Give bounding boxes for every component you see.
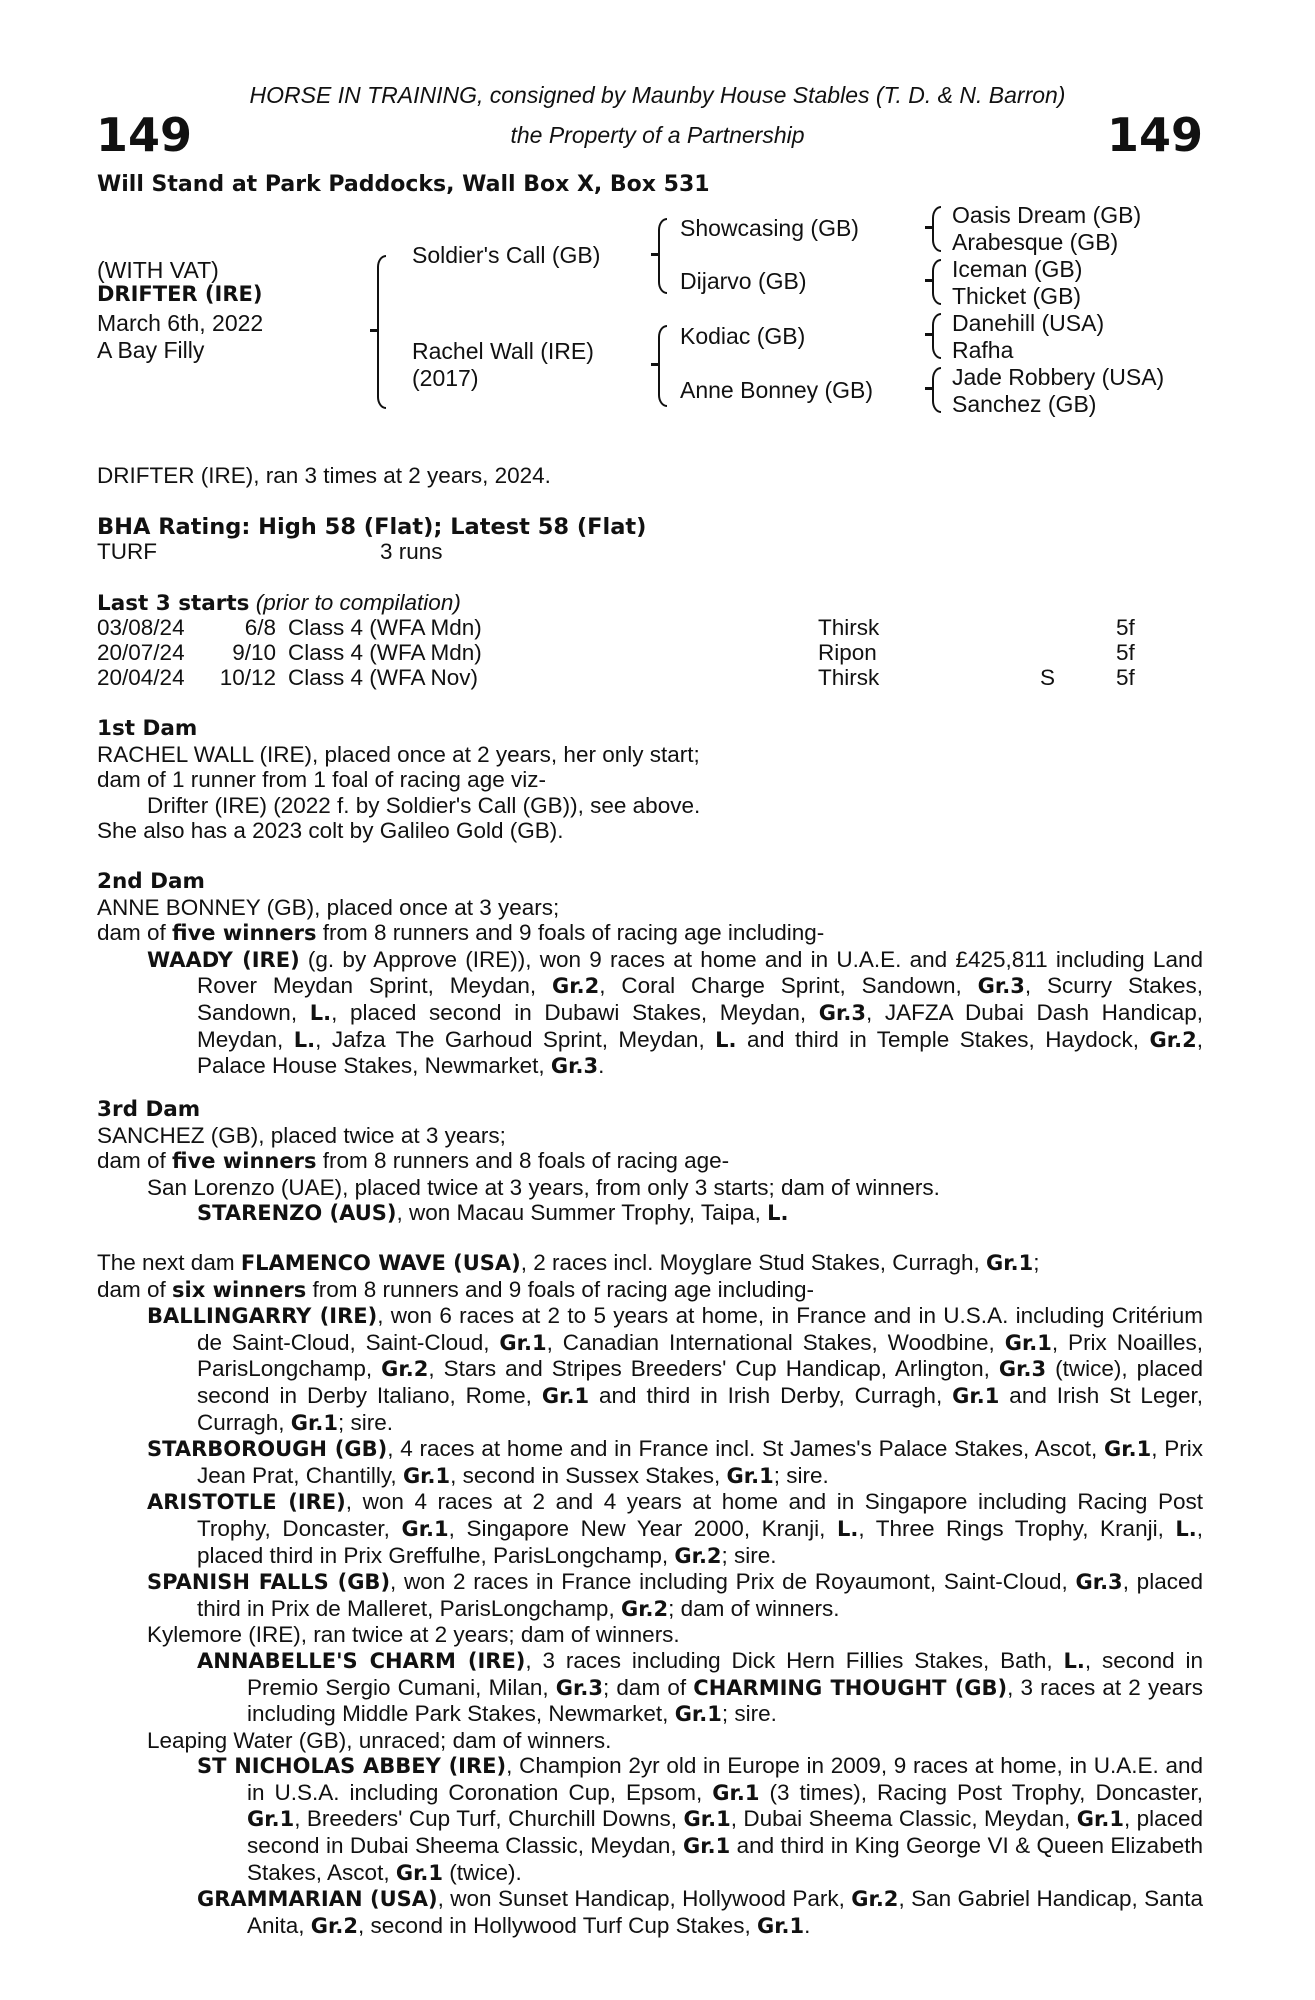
- g3-7: Jade Robbery (USA): [952, 364, 1165, 390]
- sire-sire: Showcasing (GB): [680, 215, 859, 241]
- produce-grammarian: GRAMMARIAN (USA), won Sunset Handicap, Hollywood Park, Gr.2, San Gabriel Handicap, Santa Anita, Gr.2, second in Hollywood Turf Cup Stakes, Gr.1.: [197, 1886, 1203, 1938]
- rating-surface: TURF: [97, 539, 157, 564]
- second-dam-line: dam of five winners from 8 runners and 9 foals of racing age including-: [97, 920, 825, 946]
- table-cell-course: Thirsk: [818, 665, 880, 690]
- pedigree-brace-sire: [658, 218, 667, 294]
- produce-annabelles-charm: ANNABELLE'S CHARM (IRE), 3 races including Dick Hern Fillies Stakes, Bath, L., second in Premio Sergio Cumani, Milan, Gr.3; dam of CHARMING THOUGHT (GB), 3 races at 2 years including Middle Park Stakes, Newmarket, Gr.1; sire.: [197, 1647, 1204, 1727]
- table-cell-pos: 9/10: [232, 640, 276, 665]
- second-dam-winner: WAADY (IRE) (g. by Approve (IRE)), won 9 races at home and in U.A.E. and £425,811 including Land Rover Meydan Sprint, Meydan, Gr.2, Coral Charge Sprint, Sandown, Gr.3, Scurry Stakes, Sandown, L., placed second in Dubawi Stakes, Meydan, Gr.3, JAFZA Dubai Dash Handicap, Meydan, L., Jafza The Garhoud Sprint, Meydan, L. and third in Temple Stakes, Haydock, Gr.2, Palace House Stakes, Newmarket, Gr.3.: [147, 946, 1204, 1079]
- next-dam-line: The next dam FLAMENCO WAVE (USA), 2 races incl. Moyglare Stud Stakes, Curragh, Gr.1;: [97, 1250, 1040, 1275]
- first-dam-line: RACHEL WALL (IRE), placed once at 2 years, her only start;: [97, 741, 700, 767]
- pedigree-brace-main-tip: [370, 329, 379, 332]
- third-dam-line: dam of five winners from 8 runners and 8 foals of racing age-: [97, 1148, 730, 1174]
- sire-dam: Dijarvo (GB): [680, 268, 807, 294]
- pedigree-brace-g3-3: [932, 313, 941, 359]
- table-cell-pos: 6/8: [244, 615, 276, 640]
- lot-number-right: 149: [1106, 108, 1203, 162]
- first-dam-heading: 1st Dam: [97, 716, 198, 741]
- first-dam-line: She also has a 2023 colt by Galileo Gold (GB).: [97, 818, 564, 844]
- pedigree-brace-dam-tip: [651, 363, 660, 366]
- produce-leaping-water: Leaping Water (GB), unraced; dam of winners.: [147, 1727, 612, 1753]
- third-dam-grand-produce: STARENZO (AUS), won Macau Summer Trophy, Taipa, L.: [197, 1200, 789, 1226]
- table-cell-course: Thirsk: [818, 615, 880, 640]
- pedigree-brace-g3-2-tip: [925, 279, 934, 282]
- pedigree-brace-g3-1-tip: [925, 226, 934, 229]
- table-row: 03/08/24: [97, 615, 185, 640]
- first-dam-foal: Drifter (IRE) (2022 f. by Soldier's Call (GB)), see above.: [147, 792, 701, 818]
- dam-sire: Kodiac (GB): [680, 323, 806, 349]
- table-cell-pos: 10/12: [219, 665, 276, 690]
- table-cell-race: Class 4 (WFA Nov): [288, 665, 479, 690]
- g3-3: Iceman (GB): [952, 256, 1083, 282]
- g3-2: Arabesque (GB): [952, 229, 1119, 255]
- rating-runs: 3 runs: [380, 539, 443, 564]
- pedigree-brace-dam: [658, 325, 667, 407]
- last-starts-note: (prior to compilation): [255, 590, 461, 615]
- table-row: 20/07/24: [97, 640, 185, 665]
- pedigree-brace-g3-4: [932, 367, 941, 413]
- pedigree-brace-g3-4-tip: [925, 387, 934, 390]
- dam: Rachel Wall (IRE): [412, 338, 594, 364]
- g3-4: Thicket (GB): [952, 283, 1082, 309]
- pedigree-brace-g3-1: [932, 206, 941, 252]
- pedigree-brace-g3-2: [932, 259, 941, 305]
- table-cell-race: Class 4 (WFA Mdn): [288, 640, 482, 665]
- last-starts-heading: [97, 590, 461, 616]
- second-dam-line: ANNE BONNEY (GB), placed once at 3 years;: [97, 894, 560, 920]
- table-row: 20/04/24: [97, 665, 185, 690]
- produce-spanish-falls: SPANISH FALLS (GB), won 2 races in France including Prix de Royaumont, Saint-Cloud, Gr.3, placed third in Prix de Malleret, ParisLongchamp, Gr.2; dam of winners.: [147, 1569, 1203, 1621]
- produce-ballingarry: BALLINGARRY (IRE), won 6 races at 2 to 5 years at home, in France and in U.S.A. including Critérium de Saint-Cloud, Saint-Cloud, Gr.1, Canadian International Stakes, Woodbine, Gr.1, Prix Noailles, ParisLongchamp, Gr.2, Stars and Stripes Breeders' Cup Handicap, Arlington, Gr.3 (twice), placed second in Derby Italiano, Rome, Gr.1 and third in Irish Derby, Curragh, Gr.1 and Irish St Leger, Curragh, Gr.1; sire.: [147, 1303, 1203, 1435]
- third-dam-section: [97, 1097, 1203, 1227]
- vat-label: (WITH VAT): [97, 257, 219, 283]
- consignor-line: HORSE IN TRAINING, consigned by Maunby House Stables (T. D. & N. Barron): [249, 82, 1066, 108]
- g3-6: Rafha: [952, 337, 1014, 363]
- produce-starborough: STARBOROUGH (GB), 4 races at home and in France incl. St James's Palace Stakes, Ascot, Gr.1, Prix Jean Prat, Chantilly, Gr.1, second in Sussex Stakes, Gr.1; sire.: [147, 1436, 1203, 1488]
- sire: Soldier's Call (GB): [412, 242, 601, 268]
- table-cell-race: Class 4 (WFA Mdn): [288, 615, 482, 640]
- stand-line: Will Stand at Park Paddocks, Wall Box X, Box 531: [97, 172, 710, 197]
- table-cell-flag: S: [1040, 665, 1056, 690]
- g3-1: Oasis Dream (GB): [952, 202, 1142, 228]
- table-cell-dist: 5f: [1116, 665, 1135, 690]
- second-dam-heading: 2nd Dam: [97, 869, 205, 894]
- second-dam-section: [97, 869, 1203, 1080]
- g3-8: Sanchez (GB): [952, 391, 1097, 417]
- lot-number-left: 149: [96, 108, 193, 162]
- dam-year: (2017): [412, 365, 479, 391]
- bha-rating: BHA Rating: High 58 (Flat); Latest 58 (Flat): [97, 514, 647, 540]
- first-dam-section: [97, 716, 1203, 844]
- property-line: the Property of a Partnership: [510, 122, 805, 148]
- third-dam-produce: San Lorenzo (UAE), placed twice at 3 years, from only 3 starts; dam of winners.: [147, 1174, 940, 1200]
- produce-kylemore: Kylemore (IRE), ran twice at 2 years; dam of winners.: [147, 1622, 680, 1648]
- pedigree-brace-sire-tip: [651, 253, 660, 256]
- pedigree-brace-g3-3-tip: [925, 333, 934, 336]
- table-cell-course: Ripon: [818, 640, 877, 665]
- produce-aristotle: ARISTOTLE (IRE), won 4 races at 2 and 4 years at home and in Singapore including Racing Post Trophy, Doncaster, Gr.1, Singapore New Year 2000, Kranji, L., Three Rings Trophy, Kranji, L., placed third in Prix Greffulhe, ParisLongchamp, Gr.2; sire.: [147, 1489, 1204, 1568]
- pedigree-brace-main: [377, 255, 386, 409]
- last-starts-title: Last 3 starts: [97, 591, 250, 616]
- produce-st-nicholas-abbey: ST NICHOLAS ABBEY (IRE), Champion 2yr old in Europe in 2009, 9 races at home, in U.A.E. and in U.S.A. including Coronation Cup, Epsom, Gr.1 (3 times), Racing Post Trophy, Doncaster, Gr.1, Breeders' Cup Turf, Churchill Downs, Gr.1, Dubai Sheema Classic, Meydan, Gr.1, placed second in Dubai Sheema Classic, Meydan, Gr.1 and third in King George VI & Queen Elizabeth Stakes, Ascot, Gr.1 (twice).: [197, 1753, 1203, 1885]
- first-dam-line: dam of 1 runner from 1 foal of racing age viz-: [97, 767, 546, 793]
- horse-description: A Bay Filly: [97, 337, 205, 363]
- horse-name: DRIFTER (IRE): [97, 282, 263, 306]
- g3-5: Danehill (USA): [952, 310, 1105, 336]
- foaled-date: March 6th, 2022: [97, 310, 264, 336]
- table-cell-dist: 5f: [1116, 640, 1135, 665]
- dam-dam: Anne Bonney (GB): [680, 377, 874, 403]
- next-dam-section: [97, 1250, 1203, 1939]
- third-dam-line: SANCHEZ (GB), placed twice at 3 years;: [97, 1122, 506, 1148]
- race-summary: DRIFTER (IRE), ran 3 times at 2 years, 2024.: [97, 463, 551, 488]
- next-dam-line: dam of six winners from 8 runners and 9 foals of racing age including-: [97, 1276, 814, 1302]
- third-dam-heading: 3rd Dam: [97, 1097, 201, 1122]
- table-cell-dist: 5f: [1116, 615, 1135, 640]
